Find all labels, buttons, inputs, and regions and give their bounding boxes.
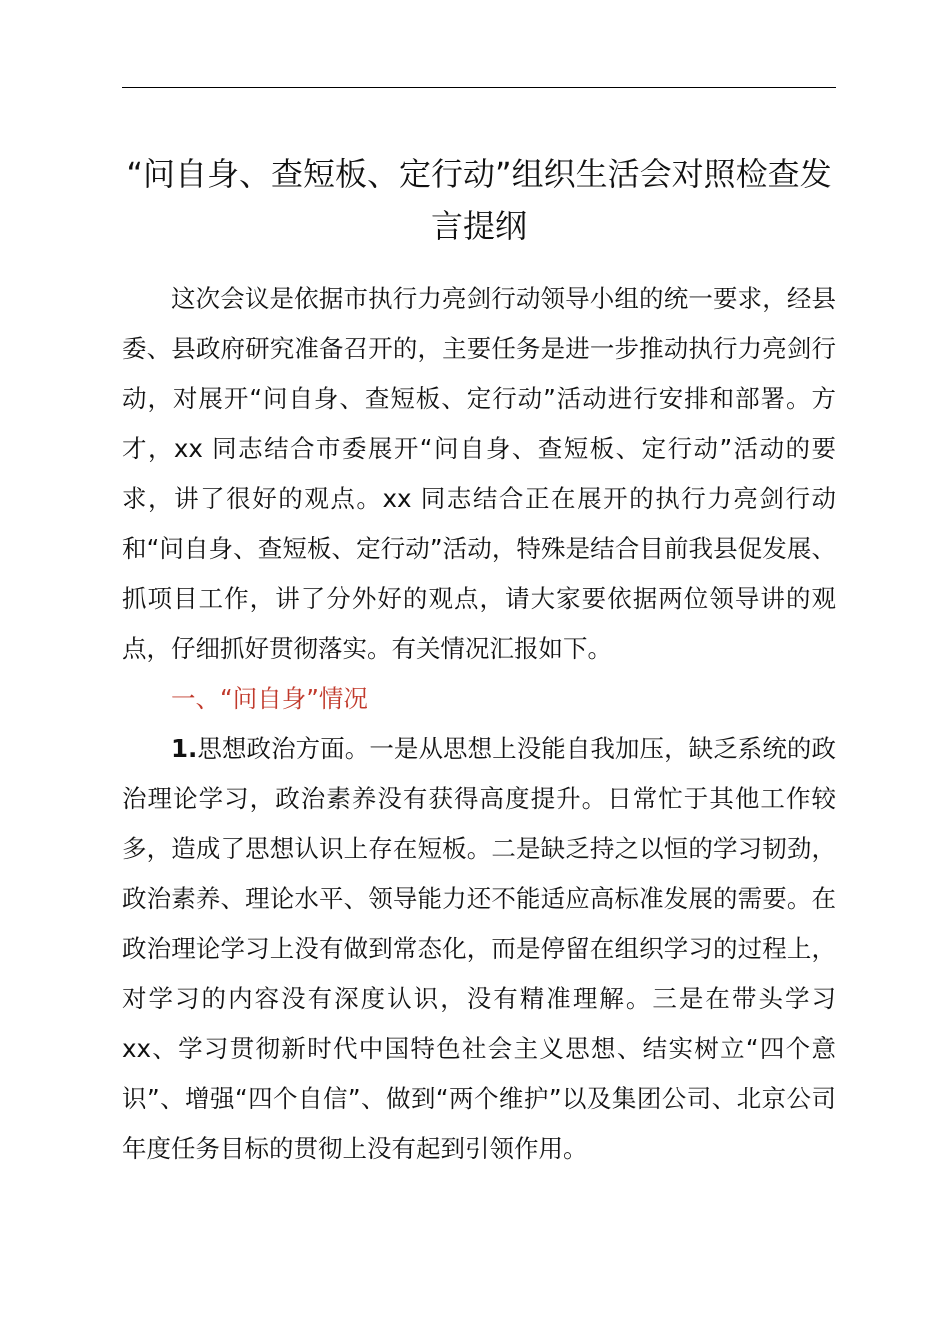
point-1-text: 思想政治方面。一是从思想上没能自我加压，缺乏系统的政治理论学习，政治素养没有获得高度提升。日常忙于其他工作较多，造成了思想认识上存在短板。二是缺乏持之以恒的学习韧劲，政治素养、理论水平、领导能力还不能适应高标准发展的需要。在政治理论学习上没有做到常态化，而是停留在组织学习的过程上，对学习的内容没有深度认识，没有精准理解。三是在带头学习 xx、学习贯彻新时代中国特色社会主义思想、结实树立“四个意识”、增强“四个自信”、做到“两个维护”以及集团公司、北京公司年度任务目标的贯彻上没有起到引领作用。: [122, 734, 836, 1163]
document-title: “问自身、查短板、定行动”组织生活会对照检查发言提纲: [126, 155, 832, 245]
point-1-paragraph: [122, 724, 836, 1174]
intro-paragraph: 这次会议是依据市执行力亮剑行动领导小组的统一要求，经县委、县政府研究准备召开的，主要任务是进一步推动执行力亮剑行动，对展开“问自身、查短板、定行动”活动进行安排和部署。方才，xx 同志结合市委展开“问自身、查短板、定行动”活动的要求，讲了很好的观点。xx 同志结合正在展开的执行力亮剑行动和“问自身、查短板、定行动”活动，特殊是结合目前我县促发展、抓项目工作，讲了分外好的观点，请大家要依据两位领导讲的观点，仔细抓好贯彻落实。有关情况汇报如下。: [122, 284, 836, 663]
point-1-label: 1.: [171, 734, 198, 763]
header-rule: [122, 87, 836, 88]
document-body: [122, 274, 836, 1174]
section-heading-1: 一、“问自身”情况: [171, 684, 368, 713]
